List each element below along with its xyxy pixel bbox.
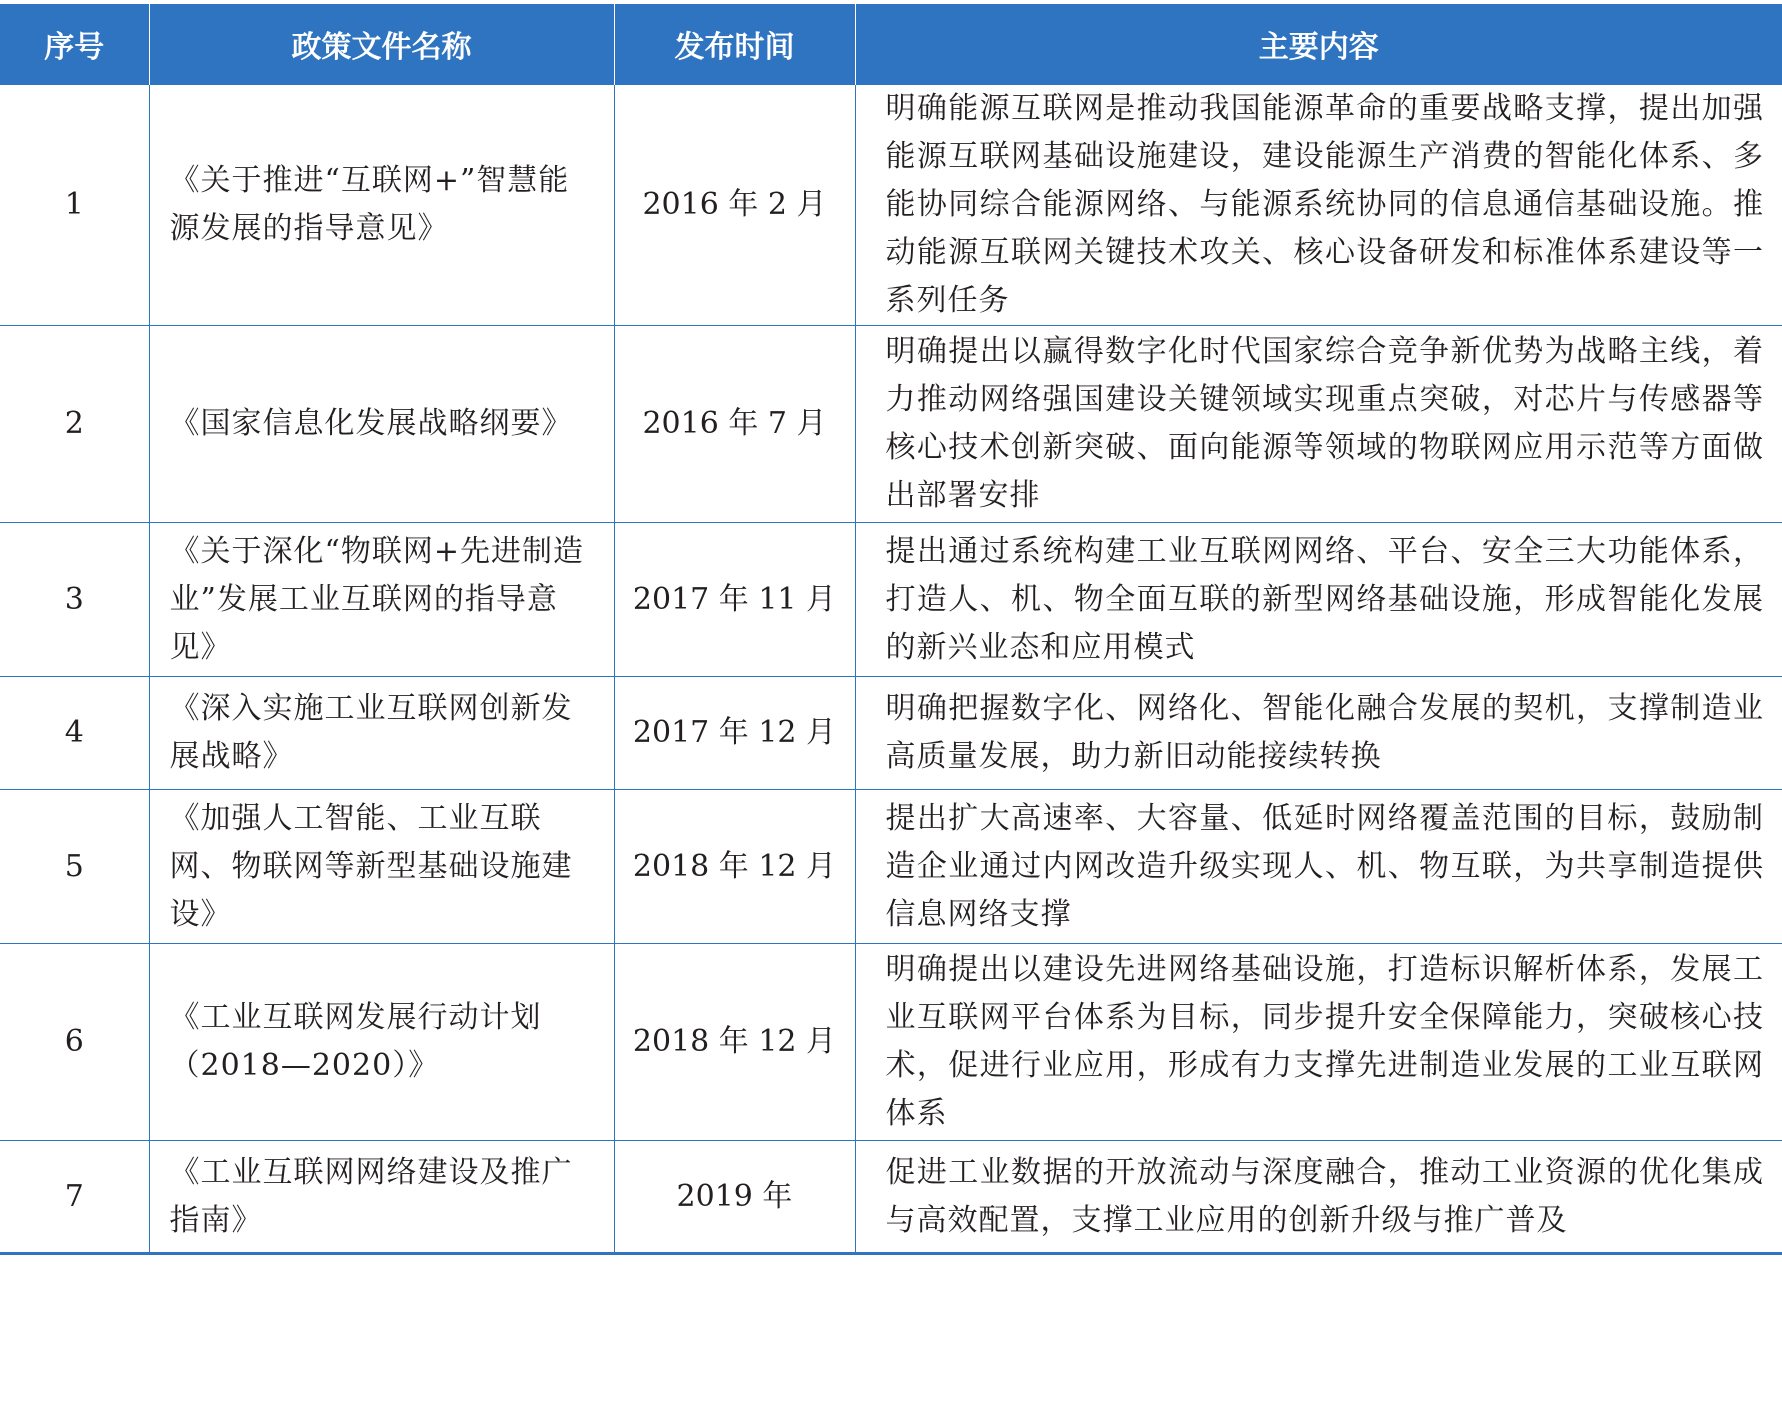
release-date: 2016 年 2 月 — [614, 85, 855, 326]
row-number: 4 — [0, 677, 149, 790]
row-number: 2 — [0, 326, 149, 523]
policy-name: 《工业互联网网络建设及推广指南》 — [149, 1141, 614, 1254]
table-row — [0, 523, 1782, 677]
policy-name: 《加强人工智能、工业互联网、物联网等新型基础设施建设》 — [149, 790, 614, 944]
main-content: 提出扩大高速率、大容量、低延时网络覆盖范围的目标，鼓励制造企业通过内网改造升级实现人、机、物互联，为共享制造提供信息网络支撑 — [855, 790, 1782, 944]
table-row — [0, 677, 1782, 790]
policy-name: 《关于推进“互联网+”智慧能源发展的指导意见》 — [149, 85, 614, 326]
release-date: 2018 年 12 月 — [614, 944, 855, 1141]
main-content: 明确把握数字化、网络化、智能化融合发展的契机，支撑制造业高质量发展，助力新旧动能接续转换 — [855, 677, 1782, 790]
row-number: 3 — [0, 523, 149, 677]
policy-name: 《深入实施工业互联网创新发展战略》 — [149, 677, 614, 790]
main-content: 提出通过系统构建工业互联网网络、平台、安全三大功能体系，打造人、机、物全面互联的新型网络基础设施，形成智能化发展的新兴业态和应用模式 — [855, 523, 1782, 677]
header-policy-name: 政策文件名称 — [149, 4, 614, 85]
main-content: 明确提出以赢得数字化时代国家综合竞争新优势为战略主线，着力推动网络强国建设关键领域实现重点突破，对芯片与传感器等核心技术创新突破、面向能源等领域的物联网应用示范等方面做出部署安排 — [855, 326, 1782, 523]
release-date: 2017 年 11 月 — [614, 523, 855, 677]
row-number: 7 — [0, 1141, 149, 1254]
header-main-content: 主要内容 — [855, 4, 1782, 85]
release-date: 2019 年 — [614, 1141, 855, 1254]
release-date: 2017 年 12 月 — [614, 677, 855, 790]
header-release-date: 发布时间 — [614, 4, 855, 85]
main-content: 明确能源互联网是推动我国能源革命的重要战略支撑，提出加强能源互联网基础设施建设，建设能源生产消费的智能化体系、多能协同综合能源网络、与能源系统协同的信息通信基础设施。推动能源互联网关键技术攻关、核心设备研发和标准体系建设等一系列任务 — [855, 85, 1782, 326]
row-number: 1 — [0, 85, 149, 326]
header-serial-number: 序号 — [0, 4, 149, 85]
policy-name: 《国家信息化发展战略纲要》 — [149, 326, 614, 523]
table-row — [0, 1141, 1782, 1254]
table-row — [0, 944, 1782, 1141]
main-content: 明确提出以建设先进网络基础设施，打造标识解析体系，发展工业互联网平台体系为目标，同步提升安全保障能力，突破核心技术，促进行业应用，形成有力支撑先进制造业发展的工业互联网体系 — [855, 944, 1782, 1141]
policy-name: 《关于深化“物联网+先进制造业”发展工业互联网的指导意见》 — [149, 523, 614, 677]
table-row — [0, 790, 1782, 944]
main-content: 促进工业数据的开放流动与深度融合，推动工业资源的优化集成与高效配置，支撑工业应用的创新升级与推广普及 — [855, 1141, 1782, 1254]
row-number: 5 — [0, 790, 149, 944]
policy-name: 《工业互联网发展行动计划（2018—2020）》 — [149, 944, 614, 1141]
row-number: 6 — [0, 944, 149, 1141]
release-date: 2016 年 7 月 — [614, 326, 855, 523]
policy-table — [0, 4, 1782, 1255]
table-row — [0, 85, 1782, 326]
table-header-row — [0, 4, 1782, 85]
table-row — [0, 326, 1782, 523]
release-date: 2018 年 12 月 — [614, 790, 855, 944]
